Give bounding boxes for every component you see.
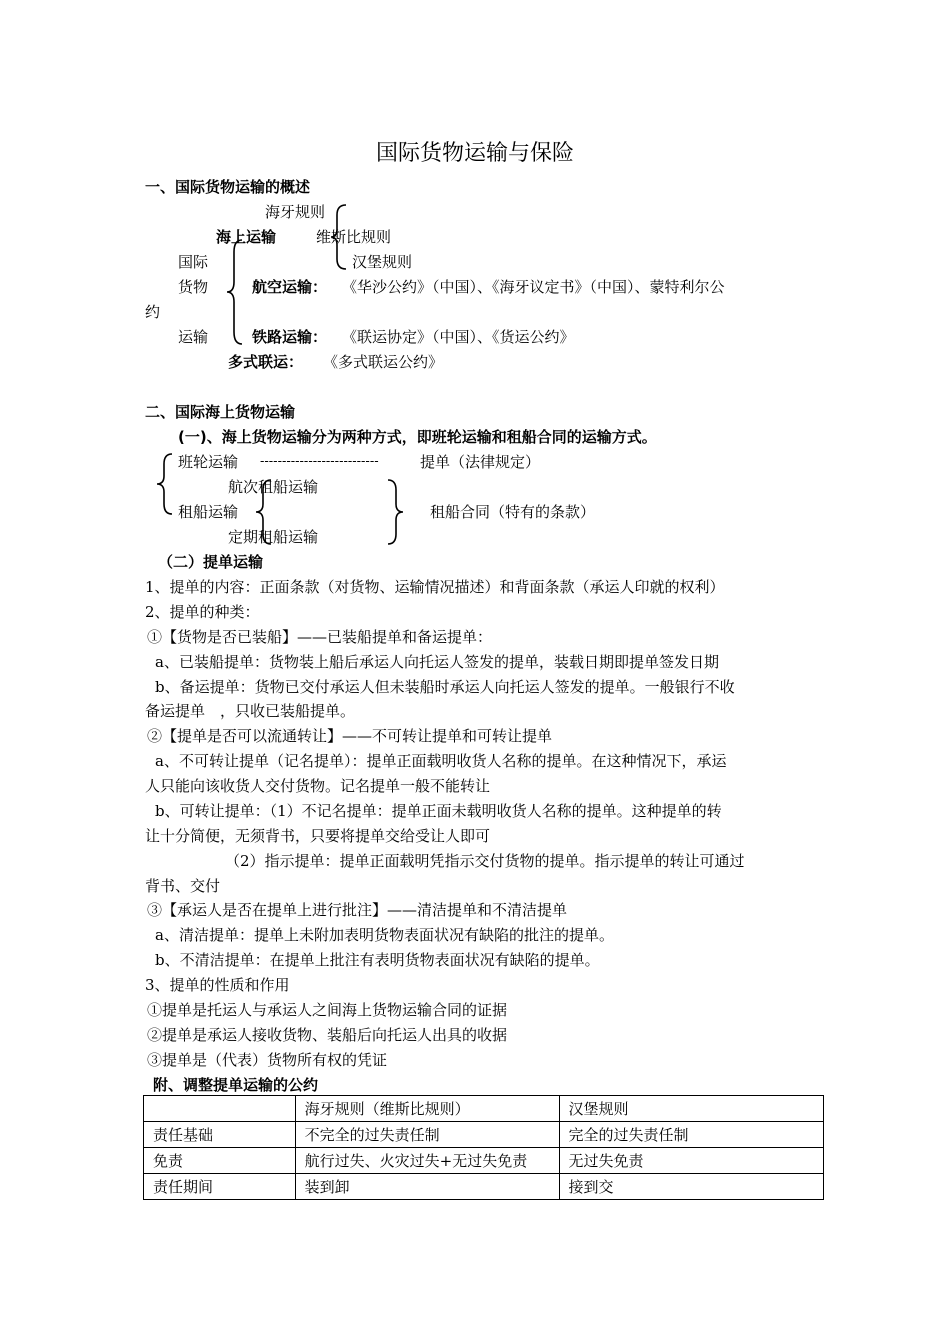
body-line: ③提单是（代表）货物所有权的凭证 <box>147 1051 388 1069</box>
air-transport-text: 《华沙公约》（中国）、《海牙议定书》（中国）、蒙特利尔公 <box>342 278 725 296</box>
table-header-cell: 海牙规则（维斯比规则） <box>295 1096 559 1122</box>
charter-result: 租船合同（特有的条款） <box>430 503 596 521</box>
sea-transport-label: 海上运输 <box>216 228 277 246</box>
body-line: 人只能向该收货人交付货物。记名提单一般不能转让 <box>145 777 491 795</box>
multimodal-text: 《多式联运公约》 <box>323 353 444 371</box>
conventions-table <box>143 1095 824 1200</box>
charter-contract-brace <box>386 478 406 546</box>
body-line: ①提单是托运人与承运人之间海上货物运输合同的证据 <box>147 1001 508 1019</box>
left-label-huowu: 货物 <box>178 278 209 296</box>
annex-heading: 附、调整提单运输的公约 <box>153 1076 319 1094</box>
sea-rules-brace <box>330 203 350 271</box>
body-line: b、不清洁提单：在提单上批注有表明货物表面状况有缺陷的提单。 <box>155 951 600 969</box>
liner-transport: 班轮运输 <box>178 453 239 471</box>
section1-heading: 一、国际货物运输的概述 <box>145 178 311 196</box>
table-cell: 不完全的过失责任制 <box>295 1122 559 1148</box>
body-line: ②【提单是否可以流通转让】——不可转让提单和可转让提单 <box>147 727 553 745</box>
charter-transport: 租船运输 <box>178 503 239 521</box>
charter-types-brace <box>255 478 275 546</box>
sea-rule-hamburg: 汉堡规则 <box>352 253 413 271</box>
body-line: 让十分简便，无须背书，只要将提单交给受让人即可 <box>145 827 491 845</box>
table-cell: 完全的过失责任制 <box>559 1122 823 1148</box>
bill-of-lading-subheading: （二）提单运输 <box>158 553 264 571</box>
body-line: ③【承运人是否在提单上进行批注】——清洁提单和不清洁提单 <box>147 901 568 919</box>
left-label-guoji: 国际 <box>178 253 209 271</box>
body-line: a、不可转让提单（记名提单）：提单正面载明收货人名称的提单。在这种情况下，承运 <box>155 752 727 770</box>
liner-result: 提单（法律规定） <box>420 453 541 471</box>
body-line: 2、提单的种类： <box>145 603 260 621</box>
table-header-cell: 汉堡规则 <box>559 1096 823 1122</box>
body-line: ②提单是承运人接收货物、装船后向托运人出具的收据 <box>147 1026 508 1044</box>
transport-types-brace <box>226 238 246 346</box>
table-header-cell <box>144 1096 296 1122</box>
sea-rule-visby: 维斯比规则 <box>316 228 392 246</box>
air-transport-label: 航空运输： <box>252 278 328 296</box>
table-cell: 航行过失、火灾过失+无过失免责 <box>295 1148 559 1174</box>
body-line: ①【货物是否已装船】——已装船提单和备运提单： <box>147 628 493 646</box>
body-line: （2）指示提单：提单正面载明凭指示交付货物的提单。指示提单的转让可通过 <box>225 852 745 870</box>
table-cell: 免责 <box>144 1148 296 1174</box>
page-title: 国际货物运输与保险 <box>375 141 574 166</box>
body-line: 1、提单的内容：正面条款（对货物、运输情况描述）和背面条款（承运人印就的权利） <box>145 578 725 596</box>
liner-dashes: --------------------------- <box>260 454 379 469</box>
air-transport-wrap: 约 <box>145 303 161 321</box>
body-line: b、可转让提单：（1）不记名提单：提单正面未载明收货人名称的提单。这种提单的转 <box>155 802 722 820</box>
table-cell: 装到卸 <box>295 1174 559 1200</box>
body-line: 背书、交付 <box>145 877 221 895</box>
body-line: a、已装船提单：货物装上船后承运人向托运人签发的提单，装载日期即提单签发日期 <box>155 653 719 671</box>
sea-rule-hague: 海牙规则 <box>265 203 326 221</box>
body-line: 备运提单 ，只收已装船提单。 <box>145 702 356 720</box>
voyage-charter: 航次租船运输 <box>228 478 319 496</box>
body-line: b、备运提单：货物已交付承运人但未装船时承运人向托运人签发的提单。一般银行不收 <box>155 678 735 696</box>
table-cell: 责任期间 <box>144 1174 296 1200</box>
body-line: 3、提单的性质和作用 <box>145 976 290 994</box>
left-label-yunshu: 运输 <box>178 328 209 346</box>
multimodal-label: 多式联运： <box>228 353 304 371</box>
rail-transport-text: 《联运协定》（中国）、《货运公约》 <box>342 328 575 346</box>
table-cell: 接到交 <box>559 1174 823 1200</box>
section2-heading: 二、国际海上货物运输 <box>145 403 296 421</box>
table-row <box>144 1122 824 1148</box>
table-row <box>144 1174 824 1200</box>
time-charter: 定期租船运输 <box>228 528 319 546</box>
body-line: a、清洁提单：提单上未附加表明货物表面状况有缺陷的批注的提单。 <box>155 926 614 944</box>
table-cell: 责任基础 <box>144 1122 296 1148</box>
table-row <box>144 1148 824 1174</box>
rail-transport-label: 铁路运输： <box>252 328 328 346</box>
table-cell: 无过失免责 <box>559 1148 823 1174</box>
sea-methods-subheading: (一)、海上货物运输分为两种方式，即班轮运输和租船合同的运输方式。 <box>178 428 657 446</box>
methods-brace <box>156 452 176 516</box>
table-header-row <box>144 1096 824 1122</box>
